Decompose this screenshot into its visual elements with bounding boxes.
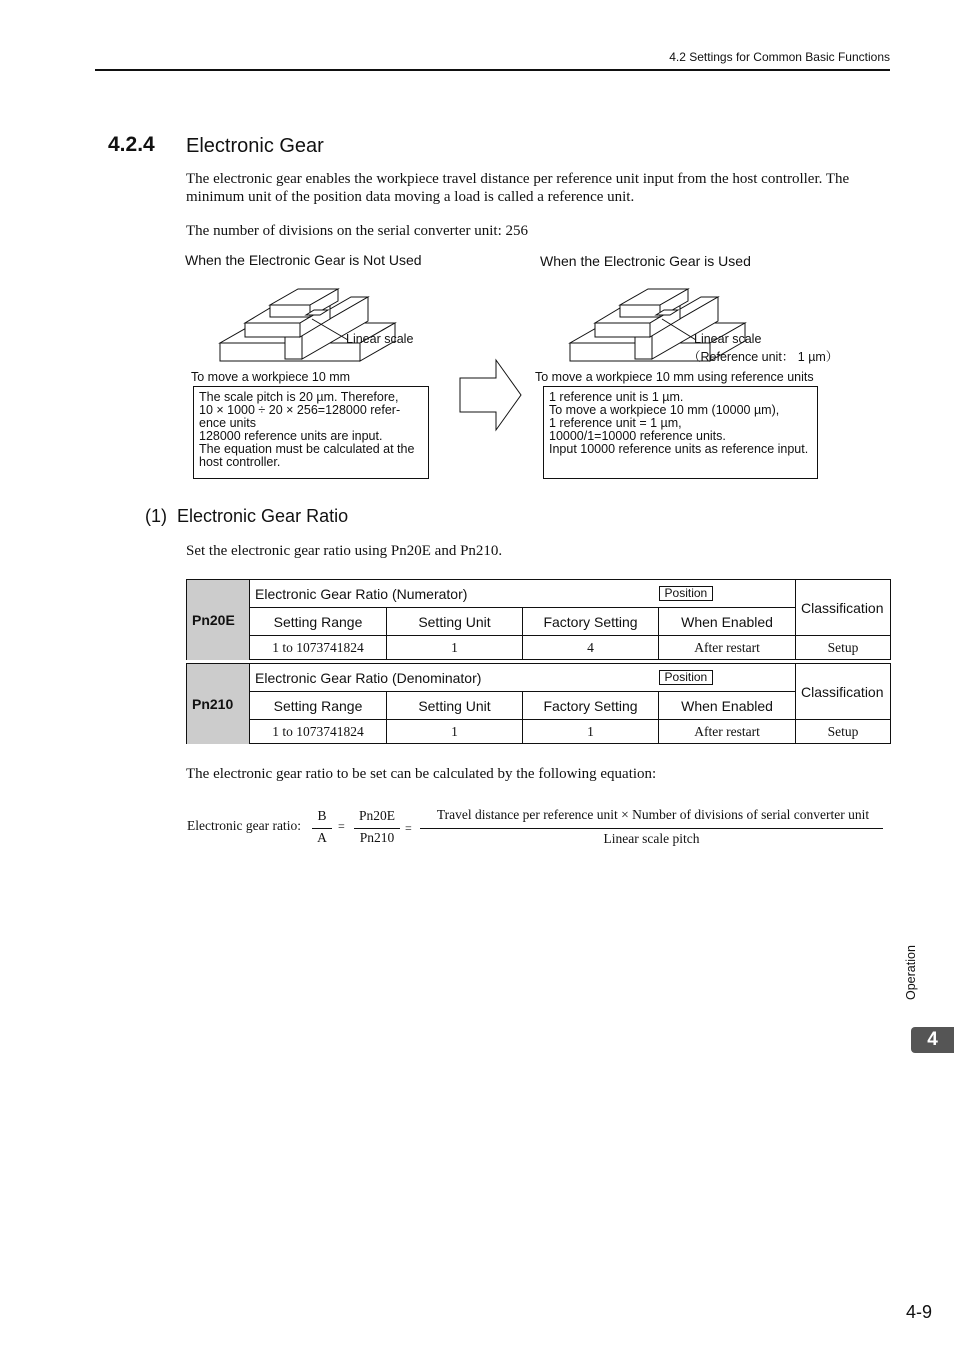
left-diagram-heading: When the Electronic Gear is Not Used: [185, 252, 422, 268]
left-caption: To move a workpiece 10 mm: [191, 370, 351, 384]
value-classification: Setup: [796, 720, 891, 744]
fraction-bar: [354, 828, 400, 829]
fraction-a: A: [317, 830, 327, 845]
rhs-denominator: Linear scale pitch: [603, 831, 700, 846]
running-header: 4.2 Settings for Common Basic Functions: [669, 50, 890, 64]
box-line: The scale pitch is 20 µm. Therefore,: [199, 390, 399, 404]
value-factory-setting: 4: [523, 636, 659, 660]
rhs-numerator: Travel distance per reference unit × Number of divisions of serial converter unit: [436, 807, 870, 822]
equals-sign: =: [338, 819, 345, 833]
equation-intro: The electronic gear ratio to be set can be calculated by the following equation:: [186, 766, 657, 782]
position-badge: Position: [659, 670, 714, 685]
section-title: Electronic Gear: [186, 135, 324, 157]
param-code: Pn210: [187, 664, 250, 744]
param-title: Electronic Gear Ratio (Denominator): [250, 664, 659, 692]
value-when-enabled: After restart: [659, 636, 796, 660]
intro-paragraph: The electronic gear enables the workpiece travel distance per reference unit input from the host controller. The minimum unit of the position data moving a load is called a reference unit.: [186, 171, 850, 205]
box-line: The equation must be calculated at the: [199, 442, 415, 456]
right-scale-sub: （Reference unit： 1 µm）: [688, 350, 839, 364]
box-line: ence units: [199, 416, 256, 430]
subsection-title-text: Electronic Gear Ratio: [177, 506, 349, 526]
subsection-intro: Set the electronic gear ratio using Pn20E and Pn210.: [186, 543, 503, 559]
fraction-bar: [312, 828, 332, 829]
classification-label: Classification: [796, 664, 891, 720]
right-explanation-box: [543, 386, 818, 479]
fraction-b: B: [317, 808, 327, 823]
value-setting-range: 1 to 1073741824: [250, 636, 387, 660]
equals-sign: =: [405, 821, 412, 835]
fraction-pn210: Pn210: [359, 830, 395, 845]
right-arrow-icon: [458, 358, 524, 432]
section-number: 4.2.4: [108, 133, 155, 156]
header-when-enabled: When Enabled: [659, 608, 796, 636]
value-classification: Setup: [796, 636, 891, 660]
chapter-side-label: Operation: [904, 945, 918, 1000]
right-caption: To move a workpiece 10 mm using reference units: [535, 370, 814, 384]
box-line: To move a workpiece 10 mm (10000 µm),: [549, 403, 780, 417]
left-explanation-box: [193, 386, 429, 479]
equation-label: Electronic gear ratio:: [187, 818, 301, 833]
box-line: Input 10000 reference units as reference input.: [549, 442, 809, 456]
fraction-bar: [420, 828, 883, 829]
chapter-tab: 4: [911, 1027, 954, 1053]
fraction-pn20e: Pn20E: [358, 808, 395, 823]
linear-stage-illustration-left: [210, 275, 430, 370]
header-setting-unit: Setting Unit: [387, 608, 523, 636]
value-setting-unit: 1: [387, 720, 523, 744]
header-factory-setting: Factory Setting: [523, 608, 659, 636]
header-factory-setting: Factory Setting: [523, 692, 659, 720]
header-setting-unit: Setting Unit: [387, 692, 523, 720]
param-badge-cell: [659, 580, 796, 608]
header-setting-range: Setting Range: [250, 692, 387, 720]
page-number: 4-9: [905, 1302, 932, 1322]
box-line: 10 × 1000 ÷ 20 × 256=128000 refer-: [199, 403, 401, 417]
left-scale-label: Linear scale: [346, 332, 414, 346]
value-setting-unit: 1: [387, 636, 523, 660]
subsection-title: [145, 506, 348, 527]
value-when-enabled: After restart: [659, 720, 796, 744]
param-title: Electronic Gear Ratio (Numerator): [250, 580, 659, 608]
param-code: Pn20E: [187, 580, 250, 660]
param-badge-cell: [659, 664, 796, 692]
position-badge: Position: [659, 586, 714, 601]
box-line: 10000/1=10000 reference units.: [549, 429, 726, 443]
param-table-pn20e: [186, 579, 891, 660]
header-rule: [95, 69, 890, 71]
param-table-pn210: [186, 663, 891, 744]
box-line: 128000 reference units are input.: [199, 429, 383, 443]
box-line: 1 reference unit is 1 µm.: [549, 390, 684, 404]
classification-label: Classification: [796, 580, 891, 636]
value-setting-range: 1 to 1073741824: [250, 720, 387, 744]
right-diagram-heading: When the Electronic Gear is Used: [540, 253, 751, 269]
right-scale-label: Linear scale: [694, 332, 762, 346]
subsection-number: (1): [145, 506, 167, 526]
box-line: 1 reference unit = 1 µm,: [549, 416, 682, 430]
value-factory-setting: 1: [523, 720, 659, 744]
header-when-enabled: When Enabled: [659, 692, 796, 720]
box-line: host controller.: [199, 455, 281, 469]
header-setting-range: Setting Range: [250, 608, 387, 636]
divisions-text: The number of divisions on the serial converter unit: 256: [186, 223, 529, 239]
